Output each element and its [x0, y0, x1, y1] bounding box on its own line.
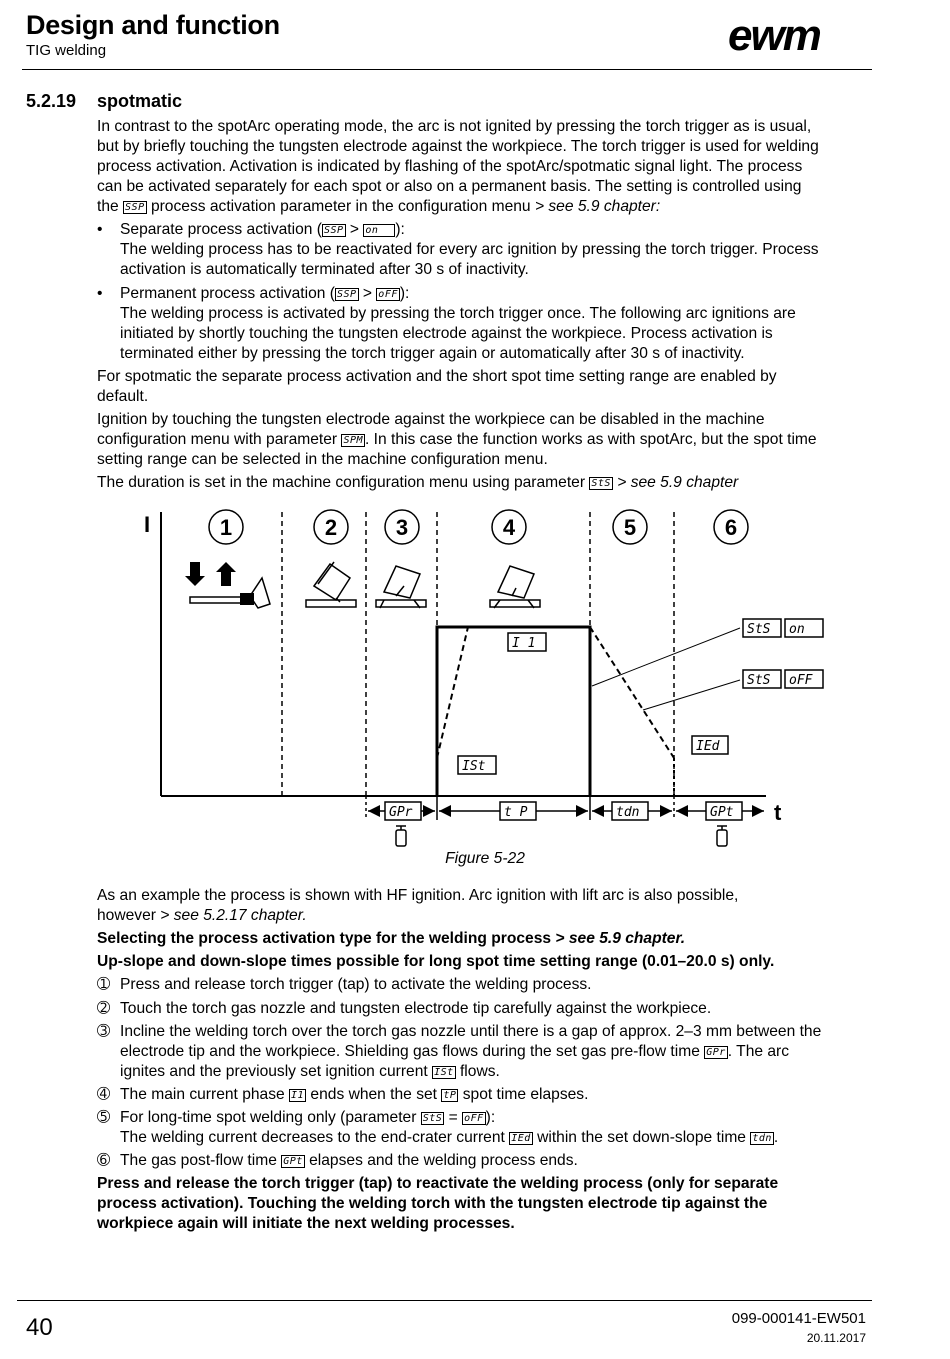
figure-caption: Figure 5-22: [445, 850, 525, 867]
phase-number: 5: [623, 515, 637, 540]
downslope-line: [590, 627, 674, 758]
intro-line: process activation. Activation is indicated by flashing of the spotArc/spotmatic signal light. The process: [97, 158, 803, 175]
axis-x-label: t: [774, 800, 782, 825]
phase-number: 1: [219, 515, 233, 540]
intro-line: the SSP process activation parameter in the configuration menu > see 5.9 chapter:: [97, 198, 661, 215]
phase-number: 4: [502, 515, 516, 540]
lcd-on: on: [789, 622, 805, 637]
bullet-text: The welding process has to be reactivated for every arc ignition by pressing the torch trigger. Process: [120, 241, 819, 258]
lcd-ied: IEd: [696, 739, 720, 754]
note-bold: workpiece again will initiate the next welding processes.: [97, 1215, 515, 1232]
para-line: however > see 5.2.17 chapter.: [97, 907, 307, 924]
para-line: The duration is set in the machine configuration menu using parameter StS > see 5.9 chapter: [97, 474, 739, 491]
bullet-text: The welding process is activated by pressing the torch trigger once. The following arc ignitions are: [120, 305, 796, 322]
torch-weld-icon: [490, 566, 540, 608]
bullet-text: activation is automatically terminated after 30 s of inactivity.: [120, 261, 529, 278]
chapter-ref[interactable]: > see 5.9 chapter: [617, 474, 739, 491]
para-line: For spotmatic the separate process activation and the short spot time setting range are enabled by: [97, 368, 777, 385]
step-number: ➄: [97, 1109, 111, 1126]
lcd-sts: StS: [747, 622, 771, 637]
step-number: ➅: [97, 1152, 111, 1169]
torch-contact-icon: [306, 562, 356, 607]
step-text: electrode tip and the workpiece. Shielding gas flows during the set gas pre-flow time GPr . The arc: [120, 1043, 790, 1060]
note-bold: process activation). Touching the welding torch with the tungsten electrode tip against the: [97, 1195, 768, 1212]
phase-number: 3: [395, 515, 409, 540]
chapter-ref[interactable]: > see 5.2.17 chapter.: [160, 907, 307, 924]
lcd-off: oFF: [789, 673, 813, 688]
step-number: ➀: [97, 976, 111, 993]
lcd-tdn: tdn: [616, 805, 640, 820]
lcd-i1: I 1: [512, 636, 536, 651]
para-line: Ignition by touching the tungsten electrode against the workpiece can be disabled in the machine: [97, 411, 765, 428]
torch-trigger-icon: [185, 562, 270, 608]
intro-line: can be activated separately for each spot or also on a permanent basis. The setting is controlled using: [97, 178, 802, 195]
lcd-ssp: SSP: [125, 202, 145, 213]
step-number: ➁: [97, 1000, 111, 1017]
page-number: 40: [26, 1314, 53, 1341]
lcd-ist: ISt: [462, 759, 486, 774]
para-line: default.: [97, 388, 149, 405]
step-text: Press and release torch trigger (tap) to activate the welding process.: [120, 976, 592, 993]
note-bold: Up-slope and down-slope times possible for long spot time setting range (0.01–20.0 s) only.: [97, 953, 775, 970]
bullet-marker: •: [97, 221, 103, 238]
footer-rule: [17, 1300, 872, 1301]
gas-bottle-icon: [396, 826, 406, 846]
para-line: setting range can be selected in the machine configuration menu.: [97, 451, 548, 468]
step-number: ➂: [97, 1023, 111, 1040]
step-text: ignites and the previously set ignition current ISt flows.: [120, 1063, 500, 1080]
intro-line: but by briefly touching the tungsten electrode against the workpiece. The torch trigger is used for welding: [97, 138, 819, 155]
spotmatic-diagram: [0, 500, 950, 860]
lcd-tp: t P: [504, 805, 528, 820]
step-text: Incline the welding torch over the torch gas nozzle until there is a gap of approx. 2–3 mm between the: [120, 1023, 822, 1040]
bullet-title: Permanent process activation ( SSP > oFF ):: [120, 285, 410, 302]
lcd-gpt: GPt: [710, 805, 734, 820]
lcd-sts: StS: [747, 673, 771, 688]
step-text: For long-time spot welding only (parameter StS = oFF ):: [120, 1109, 496, 1126]
leader-line: [643, 680, 740, 710]
ewm-logo: [726, 14, 866, 60]
intro-line: In contrast to the spotArc operating mode, the arc is not ignited by pressing the torch trigger as is usual,: [97, 118, 812, 135]
step-text: Touch the torch gas nozzle and tungsten electrode tip carefully against the workpiece.: [120, 1000, 712, 1017]
phase-separators: [282, 512, 674, 796]
section-title: spotmatic: [97, 91, 183, 111]
para-line: configuration menu with parameter SPM . In this case the function works as with spotArc, but the spot time: [97, 431, 817, 448]
bullet-text: initiated by shortly touching the tungsten electrode against the workpiece. Process activation is: [120, 325, 773, 342]
document-number: 099-000141-EW501: [731, 1310, 866, 1327]
note-bold: Press and release the torch trigger (tap) to reactivate the welding process (only for separate: [97, 1175, 779, 1192]
step-text: The main current phase I1 ends when the set tP spot time elapses.: [120, 1086, 589, 1103]
page-title: Design and function: [26, 10, 280, 40]
upslope-line: [437, 627, 468, 758]
leader-line: [592, 628, 740, 686]
chapter-ref[interactable]: > see 5.9 chapter: [534, 198, 656, 215]
note-bold: Selecting the process activation type for the welding process > see 5.9 chapter.: [97, 930, 686, 947]
para-line: As an example the process is shown with HF ignition. Arc ignition with lift arc is also possible,: [97, 887, 739, 904]
phase-number: 6: [724, 515, 738, 540]
header-rule: [22, 69, 872, 70]
bullet-marker: •: [97, 285, 103, 302]
chapter-ref[interactable]: > see 5.9 chapter.: [555, 930, 686, 947]
bullet-text: terminated either by pressing the torch trigger again or automatically after 30 s of inactivity.: [120, 345, 745, 362]
bullet-title: Separate process activation ( SSP > on ):: [120, 221, 405, 238]
axis-y-label: I: [144, 512, 151, 537]
step-text: The gas post-flow time GPt elapses and the welding process ends.: [120, 1152, 578, 1169]
step-text: The welding current decreases to the end-crater current IEd within the set down-slope time tdn .: [120, 1129, 779, 1146]
page-subtitle: TIG welding: [26, 42, 107, 59]
phase-number: 2: [324, 515, 338, 540]
lcd-gpr: GPr: [389, 805, 413, 820]
svg-text:ewm: ewm: [728, 14, 820, 60]
step-number: ➃: [97, 1086, 111, 1103]
document-date: 20.11.2017: [806, 1331, 866, 1345]
torch-incline-icon: [376, 566, 426, 608]
section-number: 5.2.19: [26, 91, 77, 111]
gas-bottle-icon: [717, 826, 727, 846]
